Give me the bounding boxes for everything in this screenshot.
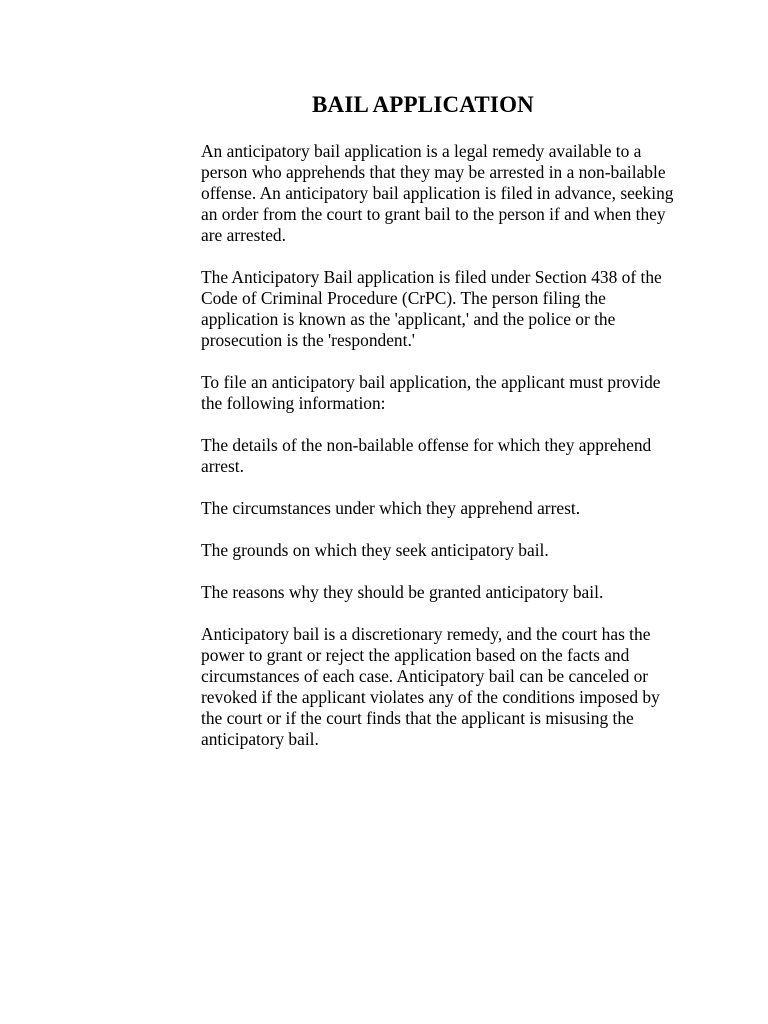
- paragraph-circumstances: The circumstances under which they apprehend arrest.: [201, 498, 581, 518]
- paragraph-required-info: To file an anticipatory bail application, the applicant must provide the following information:: [201, 372, 661, 413]
- paragraph-intro: An anticipatory bail application is a legal remedy available to a person who apprehends that they may be arrested in a non-bailable offense. An anticipatory bail application is filed in advance, seeking an order from the court to grant bail to the person if and when they are arrested.: [201, 141, 674, 245]
- document-body: [201, 141, 681, 771]
- paragraph-section-438: The Anticipatory Bail application is filed under Section 438 of the Code of Criminal Procedure (CrPC). The person filing the application is known as the 'applicant,' and the police or the prosecution is the 'respondent.': [201, 267, 662, 350]
- paragraph-grounds: The grounds on which they seek anticipatory bail.: [201, 540, 549, 560]
- document-title: BAIL APPLICATION: [312, 92, 534, 117]
- paragraph-offense-details: The details of the non-bailable offense for which they apprehend arrest.: [201, 435, 652, 476]
- paragraph-discretionary-remedy: Anticipatory bail is a discretionary remedy, and the court has the power to grant or reject the application based on the facts and circumstances of each case. Anticipatory bail can be canceled or revoked if the applicant violates any of the conditions imposed by the court or if the court finds that the applicant is misusing the anticipatory bail.: [201, 624, 660, 749]
- paragraph-reasons: The reasons why they should be granted anticipatory bail.: [201, 582, 604, 602]
